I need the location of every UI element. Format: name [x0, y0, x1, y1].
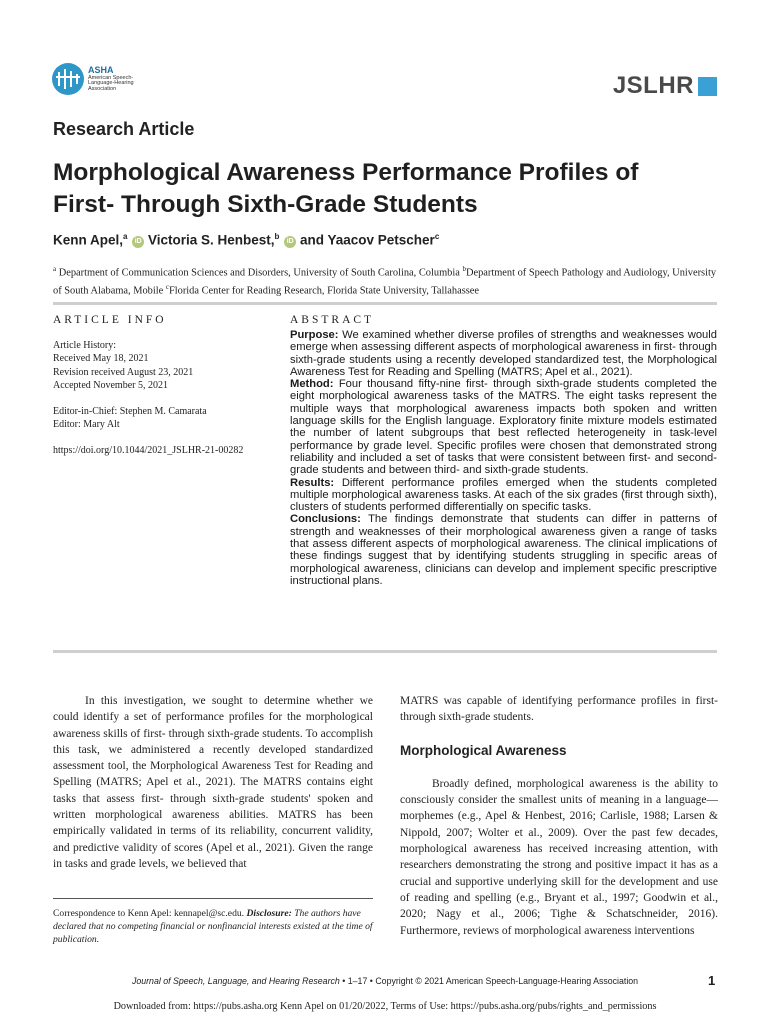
download-notice: Downloaded from: https://pubs.asha.org Kenn Apel on 01/20/2022, Terms of Use: https://pubs.asha.org/pubs/rights_and_permissions	[113, 1001, 657, 1012]
article-title: Morphological Awareness Performance Profiles of First- Through Sixth-Grade Students	[53, 159, 639, 218]
page-number: 1	[708, 973, 716, 988]
divider	[53, 650, 717, 653]
publisher-full-name: American Speech-Language-Hearing Association	[88, 74, 134, 92]
abstract-label: Method:	[290, 378, 334, 391]
article-info	[53, 314, 273, 469]
footer-copyright: Copyright © 2021 American Speech-Language-Hearing Association	[375, 976, 639, 986]
asha-logo	[52, 63, 138, 95]
abstract	[290, 314, 717, 587]
article-info-heading: ARTICLE INFO	[53, 314, 167, 326]
body-column-right	[400, 693, 718, 939]
footer-pages: • 1–17 •	[342, 976, 373, 986]
orcid-icon[interactable]: iD	[284, 236, 296, 248]
correspondence: Correspondence to Kenn Apel: kennapel@sc.edu.	[53, 908, 245, 919]
abstract-text: Four thousand fifty-nine first- through sixth-grade students completed the eight morphological awareness tasks of the MATRS. The eight tasks represent the multiple ways that morphological awareness impacts both spoken and written language skills for the English language. Exploratory finite mixture models estimated the number of latent subgroups that best reflected heterogeneity in task-level performance by grade level. Specific profiles were chosen that demonstrated strong reliability and included a set of tasks that were consistent between first- and second-grade students and between third- and sixth-grade students.	[290, 378, 718, 477]
journal-logo	[613, 72, 717, 100]
abstract-purpose	[290, 329, 717, 378]
abstract-conclusions	[290, 513, 717, 587]
footnote	[53, 907, 373, 946]
affiliation-text: Florida Center for Reading Research, Florida State University, Tallahassee	[168, 285, 480, 297]
abstract-text: We examined whether diverse profiles of strengths and weaknesses would emerge when assessing different aspects of morphological awareness in first- through sixth-grade students using a recently developed standardized test, the Morphological Awareness Test for Reading and Spelling (MATRS; Apel et al., 2021).	[290, 329, 717, 378]
asha-logo-icon	[52, 63, 84, 95]
editor-line: Editor-in-Chief: Stephen M. Camarata	[53, 405, 207, 417]
body-paragraph: MATRS was capable of identifying performance profiles in first- through sixth-grade students.	[400, 695, 718, 724]
history-line: Article History:	[53, 339, 117, 351]
editors	[53, 405, 273, 432]
body-paragraph: Broadly defined, morphological awareness is the ability to consciously consider the smallest units of meaning in a language—morphemes (e.g., Apel & Henbest, 2016; Carlisle, 1988; Larsen & Nippold, 2007; Wolter et al., 2009). Over the past few decades, morphological awareness has received increasing attention, with researchers demonstrating the strong and positive impact it has as a crucial and supportive underlying skill for the development and use of reading and spelling (e.g., Bryant et al., 1997; Goodwin et al., 2020; Nagy et al., 2006; Tighe & Schatschneider, 2016). Furthermore, reviews of morphological awareness interventions	[400, 777, 718, 937]
affiliation-mark: b	[462, 265, 466, 273]
author-affiliation-mark: a	[123, 232, 128, 241]
author-name: Kenn Apel,	[53, 232, 124, 248]
affiliation-text: Department of Communication Sciences and Disorders, University of South Carolina, Columbia	[58, 267, 460, 279]
publisher-abbr: ASHA	[88, 64, 114, 75]
abstract-text: The findings demonstrate that students can differ in patterns of strength and weaknesses of their morphological awareness given a range of tasks that assess different aspects of morphological awareness. The clinical implications of these findings suggest that by identifying students struggling in specific areas of morphological awareness, clinicians can develop and implement specific prescriptive instructional plans.	[290, 513, 717, 587]
author-affiliation-mark: b	[274, 232, 280, 241]
journal-logo-square-icon	[698, 77, 717, 96]
abstract-results	[290, 477, 717, 514]
affiliation-mark: c	[165, 283, 169, 292]
body-column-left	[53, 693, 373, 872]
abstract-text: Different performance profiles emerged when the students completed multiple morphological awareness tasks. At each of the six grades (first through sixth), clusters of students performed differentially on specific tasks.	[290, 476, 717, 514]
article-type: Research Article	[53, 119, 195, 139]
article-history	[53, 339, 273, 393]
author-name: and Yaacov Petscher	[299, 232, 435, 248]
abstract-method	[290, 378, 717, 476]
abstract-label: Purpose:	[290, 329, 339, 341]
editor-line: Editor: Mary Alt	[53, 419, 120, 430]
history-line: Revision received August 23, 2021	[53, 366, 194, 378]
section-heading: Morphological Awareness	[400, 742, 567, 758]
history-line: Accepted November 5, 2021	[53, 380, 168, 391]
footer-journal-name: Journal of Speech, Language, and Hearing Research	[131, 976, 340, 986]
doi-link[interactable]: https://doi.org/10.1044/2021_JSLHR-21-00282	[53, 444, 244, 456]
affiliation-text: Department of Speech Pathology and Audiology, University of South Alabama, Mobile	[53, 267, 717, 297]
divider	[53, 302, 717, 305]
journal-name: JSLHR	[612, 72, 694, 99]
abstract-label: Results:	[290, 476, 335, 489]
orcid-icon[interactable]: iD	[132, 236, 144, 248]
affiliations	[53, 262, 723, 299]
author-affiliation-mark: c	[434, 232, 440, 241]
author-name: Victoria S. Henbest,	[148, 232, 275, 248]
footnote-divider	[53, 898, 373, 899]
abstract-heading: ABSTRACT	[290, 314, 375, 326]
disclosure-label: Disclosure:	[246, 908, 292, 919]
history-line: Received May 18, 2021	[53, 353, 149, 364]
author-list	[53, 232, 439, 248]
abstract-label: Conclusions:	[290, 513, 361, 526]
body-paragraph: In this investigation, we sought to determine whether we could identify a set of performance profiles for the morphological awareness skills of first- through sixth-grade students. To accomplish this task, we administered a recently developed standardized assessment tool, the Morphological Awareness Test for Reading and Spelling (MATRS; Apel et al., 2021). The MATRS contains eight tasks that assess first- through sixth-grade students' spoken and written morphological awareness abilities. MATRS has been empirically validated in terms of its reliability, concurrent validity, and predictive validity of scores (Apel et al., 2021). Given the range in tasks and grade levels, we believed that	[53, 695, 373, 870]
affiliation-mark: a	[53, 265, 57, 273]
page-footer	[0, 976, 770, 986]
disclosure-text: The authors have declared that no competing financial or nonfinancial interests existed at the time of publication.	[53, 908, 373, 945]
